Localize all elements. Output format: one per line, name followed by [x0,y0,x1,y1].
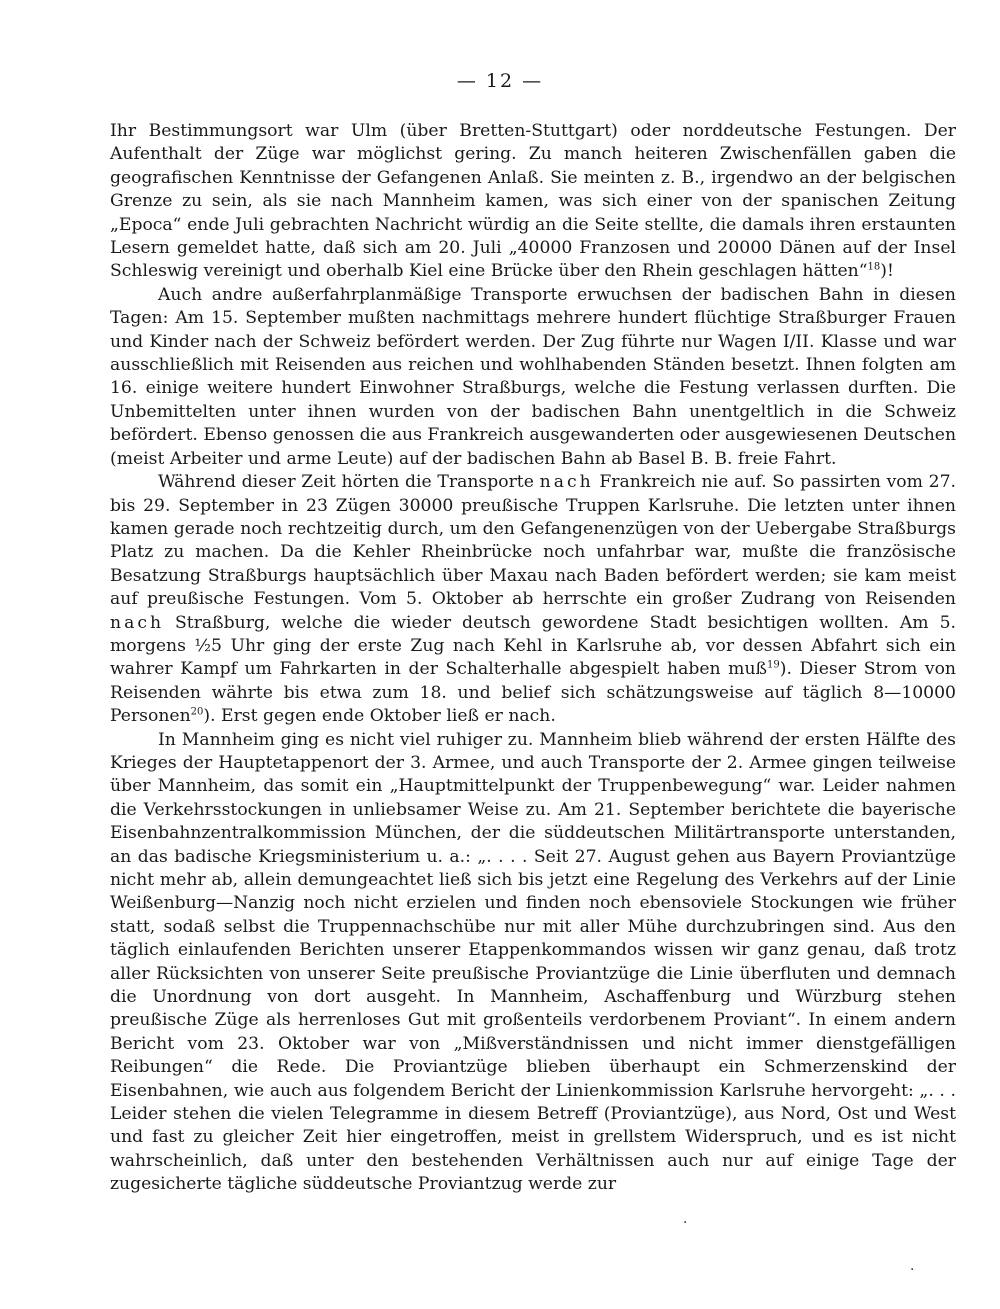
text-run: In Mannheim ging es nicht viel ruhiger zu. Mannheim blieb während der ersten Hälfte des Krieges der Hauptetappenort der 3. Armee, und auch Transporte der 2. Armee gingen teilweise über Mannheim, das somit ein „Hauptmittelpunkt der Truppenbewegung“ war. Leider nahmen die Verkehrsstockungen in unliebsamer Weise zu. Am 21. September berichtete die bayerische Eisenbahnzentralkommission München, der die süddeutschen Militärtransporte unterstanden, an das badische Kriegsministerium u. a.: „. . . . Seit 27. August gehen aus Bayern Proviantzüge nicht mehr ab, allein demungeachtet ließ sich bis jetzt eine Regelung des Verkehrs auf der Linie Weißenburg—Nanzig noch nicht erzielen und finden noch ebensoviele Stockungen wie früher statt, sodaß selbst die Truppennachschübe nur mit aller Mühe durchzubringen sind. Aus den täglich einlaufenden Berichten unserer Etappenkommandos wissen wir ganz genau, daß trotz aller Rücksichten von unserer Seite preußische Proviantzüge die Linie überfluten und demnach die Unordnung von dort ausgeht. In Mannheim, Aschaffenburg und Würzburg stehen preußische Züge als herrenloses Gut mit großenteils verdorbenem Proviant“. In einem andern Bericht vom 23. Oktober war von „Mißverständnissen und nicht immer dienstgefälligen Reibungen“ die Rede. Die Proviantzüge blieben überhaupt ein Schmerzenskind der Eisenbahnen, wie auch aus folgendem Bericht der Linienkommission Karlsruhe hervorgeht: „. . . Leider stehen die vielen Telegramme in diesem Betreff (Proviantzüge), aus Nord, Ost und West und fast zu gleicher Zeit hier eingetroffen, meist in grellstem Widerspruch, und es ist nicht wahrscheinlich, daß unter den bestehenden Verhältnissen auch nur auf einige Tage der zugesicherte tägliche süddeutsche Proviantzug werde zur [110,729,956,1195]
body-text [110,120,956,1197]
paragraph [110,729,956,1197]
text-run: Ihr Bestimmungsort war Ulm (über Bretten-Stuttgart) oder norddeutsche Festungen. Der Aufenthalt der Züge war möglichst gering. Zu manch heiteren Zwischenfällen gaben die geografischen Kenntnisse der Gefangenen Anlaß. Sie meinten z. B., irgendwo an der belgischen Grenze zu sein, als sie nach Mannheim kamen, was sich einer von der spanischen Zeitung „Epoca“ ende Juli gebrachten Nachricht würdig an die Seite stellte, die damals ihren erstaunten Lesern gemeldet hatte, daß sich am 20. Juli „40000 Franzosen und 20000 Dänen auf der Insel Schleswig vereinigt und oberhalb Kiel eine Brücke über den Rhein geschlagen hätten“ [110,121,956,282]
emphasized-text: nach [110,612,165,633]
text-run: Auch andre außerfahrplanmäßige Transporte erwuchsen der badischen Bahn in diesen Tagen: Am 15. September mußten nachmittags mehrere hundert flüchtige Straßburger Frauen und Kinder nach der Schweiz befördert werden. Der Zug führte nur Wagen I/II. Klasse und war ausschließlich mit Reisenden aus reichen und wohlhabenden Ständen besetzt. Ihnen folgten am 16. einige weitere hundert Einwohner Straßburgs, welche die Festung verlassen durften. Die Unbemittelten unter ihnen wurden von der badischen Bahn unentgeltlich in die Schweiz befördert. Ebenso genossen die aus Frankreich ausgewanderten oder ausgewiesenen Deutschen (meist Arbeiter und arme Leute) auf der badischen Bahn ab Basel B. B. freie Fahrt. [110,284,957,469]
paragraph [110,284,956,471]
footnote-marker: 20 [190,706,204,718]
page-number: — 12 — [456,70,544,92]
text-run: Während dieser Zeit hörten die Transporte [158,472,540,493]
paragraph [110,120,956,284]
margin-speck: · [683,1215,688,1231]
text-run: ). Erst gegen ende Oktober ließ er nach. [203,706,556,727]
emphasized-text: nach [539,472,594,493]
paragraph [110,471,956,728]
text-run: Straßburg, welche die wieder deutsch gewordene Stadt besichtigen wollten. Am 5. morgens ½5 Uhr ging der erste Zug nach Kehl in Karlsruhe ab, vor dessen Abfahrt sich ein wahrer Kampf um Fahrkarten in der Schalterhalle abgespielt haben muß [110,612,956,680]
text-run: ). Dieser Strom von Reisenden währte bis etwa zum 18. und belief sich schätzungsweise auf täglich 8—10000 Personen [110,659,956,727]
margin-speck: · [910,1262,915,1278]
text-run: Frankreich nie auf. So passirten vom 27. bis 29. September in 23 Zügen 30000 preußische Truppen Karlsruhe. Die letzten unter ihnen kamen gerade noch rechtzeitig durch, um den Gefangenenzügen von der Uebergabe Straßburgs Platz zu machen. Da die Kehler Rheinbrücke noch unfahrbar war, mußte die französische Besatzung Straßburgs hauptsächlich über Maxau nach Baden befördert werden; sie kam meist auf preußische Festungen. Vom 5. Oktober ab herrschte ein großer Zudrang von Reisenden [110,472,957,610]
footnote-marker: 18 [867,261,881,273]
text-run: )! [880,261,894,282]
footnote-marker: 19 [767,659,780,671]
